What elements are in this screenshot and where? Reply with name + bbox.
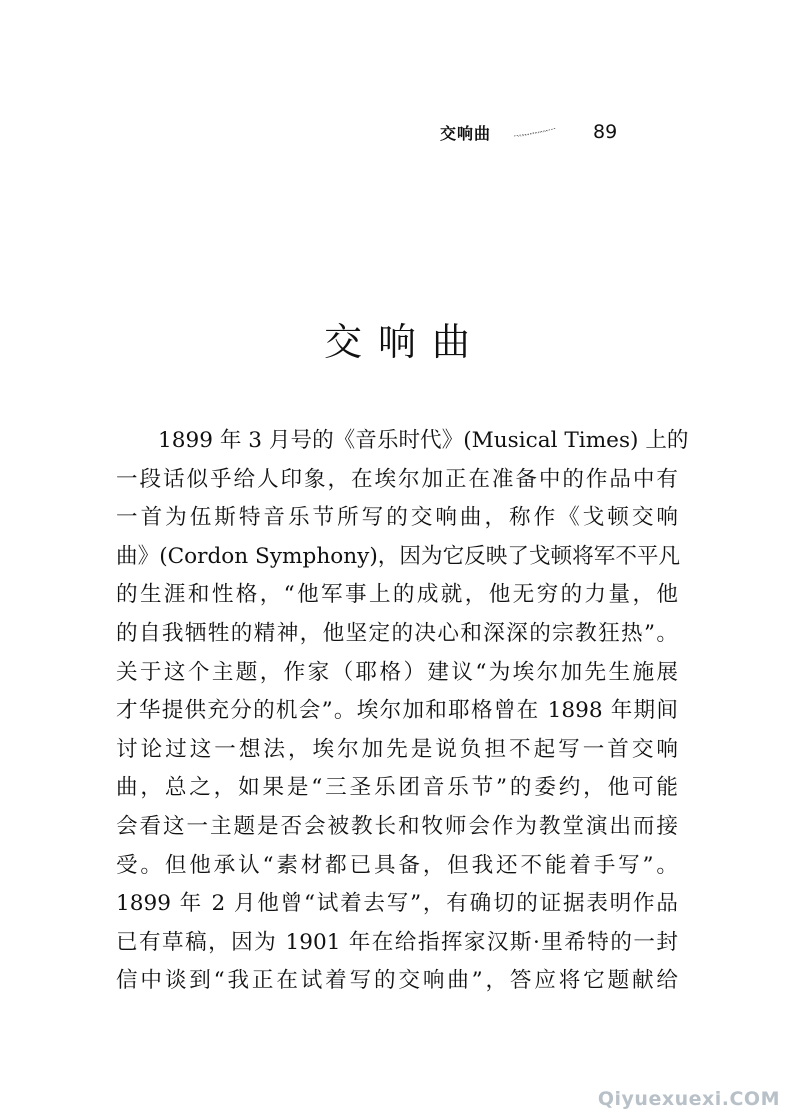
text-line: 曲》(Cordon Symphony)，因为它反映了戈顿将军不平凡 (116, 543, 681, 569)
ornament-icon (513, 127, 557, 137)
text-line: 1899 年 2 月他曾“试着去写”，有确切的证据表明作品 (116, 891, 678, 917)
text-line: 的自我牺牲的精神，他坚定的决心和深深的宗教狂热”。 (116, 620, 678, 646)
text-line: 关于这个主题，作家（耶格）建议“为埃尔加先生施展 (116, 659, 678, 685)
text-line: 一段话似乎给人印象，在埃尔加正在准备中的作品中有 (116, 466, 678, 492)
running-title: 交响曲 (440, 123, 492, 143)
text-line: 会看这一主题是否会被教长和牧师会作为教堂演出而接 (116, 813, 678, 839)
chapter-title: 交响曲 (323, 320, 486, 365)
body-paragraph (116, 422, 689, 1001)
text-line: 才华提供充分的机会”。埃尔加和耶格曾在 1898 年期间 (116, 698, 678, 724)
running-head (440, 118, 660, 146)
text-line: 1899 年 3 月号的《音乐时代》(Musical Times) 上的 (158, 428, 689, 453)
page-number: 89 (593, 121, 618, 143)
text-line: 信中谈到“我正在试着写的交响曲”，答应将它题献给 (116, 968, 678, 994)
text-line: 一首为伍斯特音乐节所写的交响曲，称作《戈顿交响 (116, 505, 678, 531)
watermark: Qiyuexuexi.COM (597, 1088, 780, 1110)
text-line: 已有草稿，因为 1901 年在给指挥家汉斯·里希特的一封 (116, 929, 678, 955)
text-line: 曲，总之，如果是“三圣乐团音乐节”的委约，他可能 (116, 775, 678, 801)
text-line: 的生涯和性格，“他军事上的成就，他无穷的力量，他 (116, 582, 678, 608)
text-line: 讨论过这一想法，埃尔加先是说负担不起写一首交响 (116, 736, 678, 762)
text-line: 受。但他承认“素材都已具备，但我还不能着手写”。 (116, 852, 678, 878)
